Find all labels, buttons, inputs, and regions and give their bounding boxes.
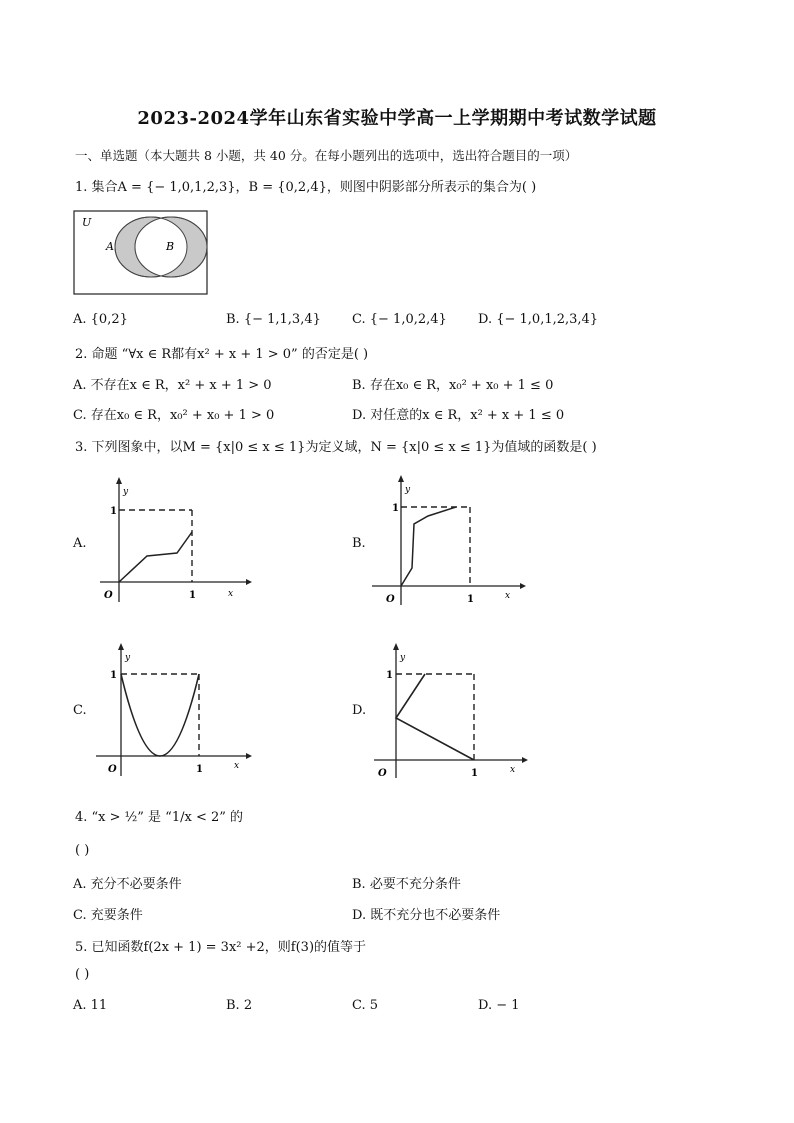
q5-option-a: A. 11 — [73, 998, 108, 1013]
question-5-stem: 5. 已知函数f(2x + 1) = 3x² +2，则f(3)的值等于 — [75, 940, 367, 955]
graph-d-y-label: y — [400, 653, 406, 663]
graph-a-origin: O — [104, 590, 113, 601]
graph-c-y1: 1 — [110, 670, 117, 681]
graph-a-x1: 1 — [189, 590, 196, 601]
q3-graph-a — [92, 472, 252, 612]
q5-option-d: D. − 1 — [478, 998, 520, 1013]
q3-option-c-label: C. — [73, 703, 87, 718]
q3-graph-d — [370, 638, 532, 782]
q4-option-c: C. 充要条件 — [73, 908, 143, 923]
venn-universe-label: U — [82, 216, 92, 229]
question-1-stem: 1. 集合A = {− 1,0,1,2,3}，B = {0,2,4}，则图中阴影部分所表示的集合为( ) — [75, 180, 537, 195]
question-4-paren: ( ) — [75, 843, 90, 858]
graph-c-origin: O — [108, 764, 117, 775]
q1-option-a: A. {0,2} — [73, 312, 128, 327]
graph-d-x-label: x — [510, 765, 516, 775]
q3-option-b-label: B. — [352, 536, 366, 551]
graph-c-y-label: y — [125, 653, 131, 663]
q2-option-c: C. 存在x₀ ∈ R，x₀² + x₀ + 1 > 0 — [73, 408, 275, 423]
q4-option-d: D. 既不充分也不必要条件 — [352, 908, 501, 923]
q3-option-d-label: D. — [352, 703, 367, 718]
q2-option-a: A. 不存在x ∈ R，x² + x + 1 > 0 — [73, 378, 272, 393]
venn-set-a-label: A — [106, 240, 114, 253]
page-title: 2023-2024学年山东省实验中学高一上学期期中考试数学试题 — [137, 108, 657, 129]
graph-b-x-label: x — [505, 591, 511, 601]
graph-c-x1: 1 — [196, 764, 203, 775]
graph-d-origin: O — [378, 768, 387, 779]
q1-option-c: C. {− 1,0,2,4} — [352, 312, 447, 327]
section-header: 一、单选题（本大题共 8 小题，共 40 分。在每小题列出的选项中，选出符合题目的一项） — [75, 148, 578, 163]
q1-option-b: B. {− 1,1,3,4} — [226, 312, 321, 327]
venn-set-b-label: B — [166, 240, 175, 253]
q5-option-b: B. 2 — [226, 998, 253, 1013]
question-3-stem: 3. 下列图象中，以M = {x|0 ≤ x ≤ 1}为定义域，N = {x|0 ≤ x ≤ 1}为值域的函数是( ) — [75, 440, 597, 455]
q1-option-d: D. {− 1,0,1,2,3,4} — [478, 312, 599, 327]
graph-b-y1: 1 — [392, 503, 399, 514]
graph-a-y1: 1 — [110, 506, 117, 517]
graph-b-y-label: y — [405, 485, 411, 495]
graph-c-x-label: x — [234, 761, 240, 771]
venn-diagram — [73, 210, 209, 296]
graph-b-origin: O — [386, 594, 395, 605]
question-2-stem: 2. 命题 “∀x ∈ R都有x² + x + 1 > 0” 的否定是( ) — [75, 347, 369, 362]
q4-option-b: B. 必要不充分条件 — [352, 877, 461, 892]
q3-graph-c — [92, 638, 254, 782]
graph-a-x-label: x — [228, 589, 234, 599]
graph-d-x1: 1 — [471, 768, 478, 779]
q2-option-b: B. 存在x₀ ∈ R，x₀² + x₀ + 1 ≤ 0 — [352, 378, 554, 393]
q5-option-c: C. 5 — [352, 998, 379, 1013]
question-5-paren: ( ) — [75, 967, 90, 982]
question-4-stem: 4. “x > ½” 是 “1/x < 2” 的 — [75, 810, 244, 825]
graph-a-y-label: y — [123, 487, 129, 497]
q4-option-a: A. 充分不必要条件 — [73, 877, 182, 892]
q3-graph-b — [368, 470, 528, 612]
graph-d-y1: 1 — [386, 670, 393, 681]
q2-option-d: D. 对任意的x ∈ R，x² + x + 1 ≤ 0 — [352, 408, 565, 423]
q3-option-a-label: A. — [73, 536, 87, 551]
graph-b-x1: 1 — [467, 594, 474, 605]
